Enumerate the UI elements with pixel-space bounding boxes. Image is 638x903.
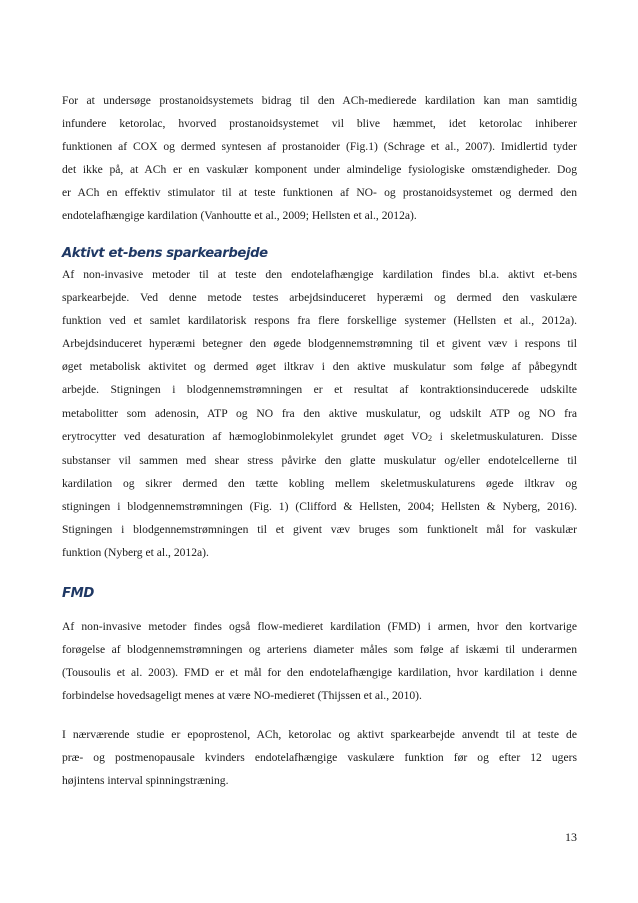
- text-line: stigningen i blodgennemstrømningen (Fig. 1) (Clifford & Hellsten, 2004; Hellsten & Nyberg, 2016).: [62, 499, 577, 513]
- text-line: øget metabolisk aktivitet og dermed øget iltkrav i den aktive muskulatur som følge af påbegyndt: [62, 360, 577, 374]
- text-line: funktion (Nyberg et al., 2012a).: [62, 546, 209, 560]
- paragraph-prostanoid: [62, 89, 577, 228]
- text-line: Arbejdsinduceret hyperæmi betegner den øgede blodgennemstrømning til et givent væv i respons til: [62, 337, 577, 351]
- text-line: endotelafhængige kardilation (Vanhoutte et al., 2009; Hellsten et al., 2012a).: [62, 209, 417, 223]
- text-line: forøgelse af blodgennemstrømningen og arteriens diameter måles som følge af iskæmi til underarmen: [62, 643, 577, 657]
- text-line: arbejde. Stigningen i blodgennemstrømningen er et resultat af kontraktionsinducerede udskilte: [62, 383, 577, 397]
- text-line: substanser vil sammen med shear stress påvirke den glatte muskulatur og/eller endotelcellerne til: [62, 453, 577, 467]
- paragraph-study: [62, 723, 577, 792]
- text-line: funktion ved et samlet kardilatorisk respons fra flere forskellige systemer (Hellsten et al., 2012a).: [62, 314, 577, 328]
- text-line: kardilation og sikrer dermed den tætte kobling mellem skeletmuskulaturens øgede iltkrav og: [62, 476, 577, 490]
- page-number: 13: [565, 830, 577, 844]
- text-line: Af non-invasive metoder til at teste den endotelafhængige kardilation findes bl.a. aktivt et-bens: [62, 268, 577, 281]
- text-line: højintens interval spinningstræning.: [62, 774, 229, 788]
- text-fragment: erytrocytter ved desaturation af hæmoglobinmolekylet grundet øget VO: [62, 429, 429, 443]
- text-line: funktionen af COX og dermed syntesen af prostanoider (Fig.1) (Schrage et al., 2007). Imidlertid tyder: [62, 140, 577, 154]
- section-heading-fmd: FMD: [62, 586, 94, 601]
- text-line: Af non-invasive metoder findes også flow-medieret kardilation (FMD) i armen, hvor den kortvarige: [62, 620, 577, 633]
- text-line: det ikke på, at ACh er en vaskulær komponent under almindelige fysiologiske omstændigheder. Dog: [62, 163, 577, 177]
- paragraph-sparkearbejde: [62, 263, 577, 564]
- text-line: I nærværende studie er epoprostenol, ACh, ketorolac og aktivt sparkearbejde anvendt til at teste de: [62, 728, 577, 741]
- text-line: infundere ketorolac, hvorved prostanoidsystemet vil blive hæmmet, idet ketorolac inhiberer: [62, 117, 577, 131]
- text-line: forbindelse hovedsageligt menes at være NO-medieret (Thijssen et al., 2010).: [62, 689, 422, 703]
- subscript: 2: [428, 434, 433, 444]
- text-line: metabolitter som adenosin, ATP og NO fra den aktive muskulatur, og udskilt ATP og NO fra: [62, 406, 577, 420]
- document-page: [62, 0, 577, 903]
- text-line: For at undersøge prostanoidsystemets bidrag til den ACh-medierede kardilation kan man samtidig: [62, 94, 577, 107]
- text-line: er ACh en effektiv stimulator til at teste funktionen af NO- og prostanoidsystemet og dermed den: [62, 186, 577, 200]
- text-line: Stigningen i blodgennemstrømningen til et givent væv bruges som funktionelt mål for vaskulær: [62, 523, 577, 537]
- paragraph-fmd: [62, 615, 577, 707]
- text-line: [62, 425, 577, 449]
- text-fragment: i skeletmuskulaturen. Disse: [432, 429, 577, 443]
- section-heading-sparkearbejde: Aktivt et-bens sparkearbejde: [62, 246, 268, 261]
- text-line: (Tousoulis et al. 2003). FMD er et mål for den endotelafhængige kardilation, hvor kardilation i denne: [62, 666, 577, 680]
- text-line: præ- og postmenopausale kvinders endotelafhængige vaskulære funktion før og efter 12 ugers: [62, 751, 577, 765]
- text-line: sparkearbejde. Ved denne metode testes arbejdsinduceret hyperæmi og dermed den vaskulære: [62, 291, 577, 305]
